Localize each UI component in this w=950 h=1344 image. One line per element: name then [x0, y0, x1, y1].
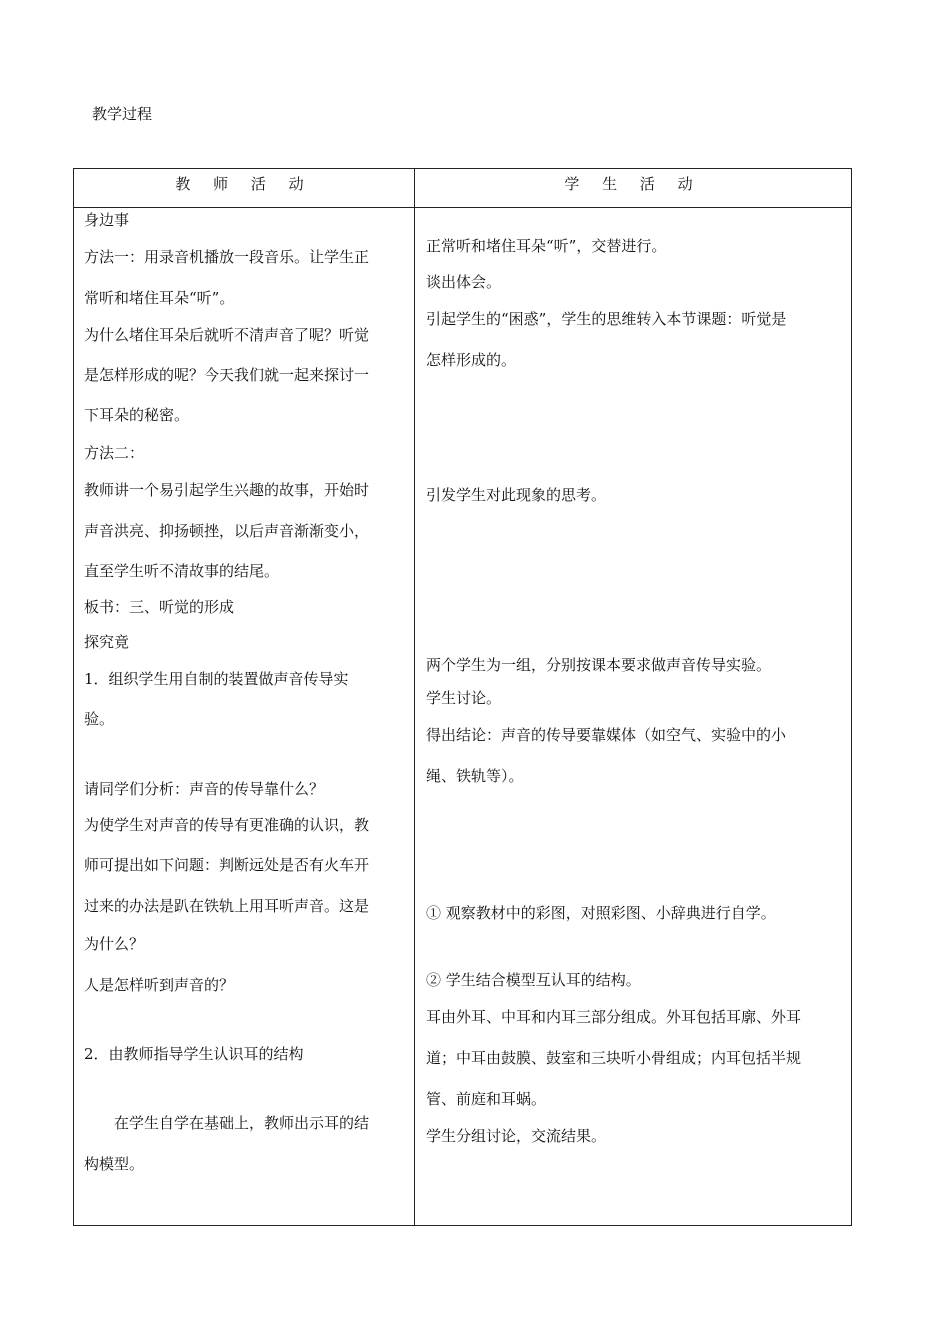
teacher-line: 身边事 [84, 211, 130, 229]
student-line: 学生讨论。 [426, 689, 502, 707]
teacher-line: 常听和堵住耳朵“听”。 [84, 289, 235, 307]
student-line: ② 学生结合模型互认耳的结构。 [426, 971, 641, 989]
teacher-line: 师可提出如下问题：判断远处是否有火车开 [84, 856, 370, 874]
teacher-line: 板书：三、听觉的形成 [84, 598, 235, 616]
teacher-line: 为什么堵住耳朵后就听不清声音了呢？听觉 [84, 326, 370, 344]
teacher-line: 过来的办法是趴在铁轨上用耳听声音。这是 [84, 897, 370, 915]
student-line: 引发学生对此现象的思考。 [426, 486, 607, 504]
teacher-line: 下耳朵的秘密。 [84, 406, 190, 424]
student-line: 学生分组讨论，交流结果。 [426, 1127, 607, 1145]
section-title: 教学过程 [92, 105, 153, 123]
lesson-table [73, 168, 852, 1226]
teacher-line: 请同学们分析：声音的传导靠什么？ [84, 780, 325, 798]
teacher-line: 构模型。 [84, 1155, 145, 1173]
teacher-line: 在学生自学在基础上，教师出示耳的结 [114, 1114, 370, 1132]
student-line: 谈出体会。 [426, 273, 502, 291]
teacher-line: 为什么？ [84, 935, 145, 953]
teacher-line: 是怎样形成的呢？今天我们就一起来探讨一 [84, 366, 370, 384]
teacher-line: 2．由教师指导学生认识耳的结构 [84, 1045, 304, 1063]
header-divider [74, 207, 851, 208]
student-line: ① 观察教材中的彩图，对照彩图、小辞典进行自学。 [426, 904, 776, 922]
teacher-line: 方法一：用录音机播放一段音乐。让学生正 [84, 248, 370, 266]
student-line: 引起学生的“困惑”，学生的思维转入本节课题：听觉是 [426, 310, 787, 328]
teacher-line: 验。 [84, 710, 115, 728]
teacher-line: 为使学生对声音的传导有更准确的认识，教 [84, 816, 370, 834]
student-line: 怎样形成的。 [426, 351, 517, 369]
student-line: 绳、铁轨等）。 [426, 767, 524, 785]
student-line: 耳由外耳、中耳和内耳三部分组成。外耳包括耳廓、外耳 [426, 1008, 802, 1026]
teacher-line: 探究竟 [84, 633, 130, 651]
teacher-line: 教师讲一个易引起学生兴趣的故事，开始时 [84, 481, 370, 499]
teacher-line: 方法二： [84, 444, 145, 462]
student-line: 两个学生为一组，分别按课本要求做声音传导实验。 [426, 656, 772, 674]
teacher-line: 人是怎样听到声音的？ [84, 976, 235, 994]
teacher-line: 声音洪亮、抑扬顿挫，以后声音渐渐变小， [84, 522, 370, 540]
teacher-line: 直至学生听不清故事的结尾。 [84, 562, 280, 580]
student-line: 道；中耳由鼓膜、鼓室和三块听小骨组成；内耳包括半规 [426, 1049, 802, 1067]
student-line: 管、前庭和耳蜗。 [426, 1090, 547, 1108]
column-divider [414, 169, 415, 1225]
teacher-line: 1．组织学生用自制的装置做声音传导实 [84, 670, 349, 688]
student-line: 得出结论：声音的传导要靠媒体（如空气、实验中的小 [426, 726, 787, 744]
student-line: 正常听和堵住耳朵“听”，交替进行。 [426, 237, 667, 255]
teacher-activity-header: 教 师 活 动 [175, 175, 313, 193]
student-activity-header: 学 生 活 动 [564, 175, 702, 193]
